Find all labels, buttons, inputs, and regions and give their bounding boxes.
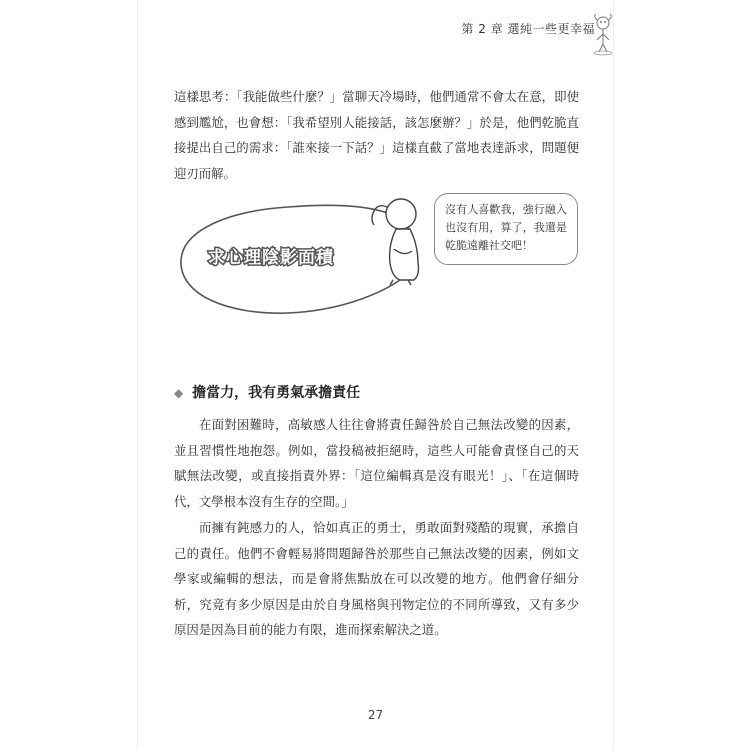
diamond-bullet-icon: ◆ xyxy=(174,386,184,400)
speech-bubble: 沒有人喜歡我，強行融入也沒有用，算了，我還是乾脆遠離社交吧！ xyxy=(434,193,578,265)
paragraph-resilient: 而擁有鈍感力的人，恰如真正的勇士，勇敢面對殘酷的現實，承擔自己的責任。他們不會輕易將問題歸咎於那些自己無法改變的因素，例如文學家或編輯的想法，而是會將焦點放在可以改變的地方。他們會仔細分析，究竟有多少原因是由於自身風格與刊物定位的不同所導致，又有多少原因是因為目前的能力有限，進而探索解決之道。 xyxy=(174,520,579,637)
shadow-area-label: 求心理陰影面積 xyxy=(208,248,334,268)
page-number: 27 xyxy=(367,708,384,722)
chapter-number: 第 2 章 xyxy=(461,22,504,36)
section-heading xyxy=(174,382,360,402)
paragraph-sensitive: 在面對困難時，高敏感人往往會將責任歸咎於自己無法改變的因素，並且習慣性地抱怨。例如，當投稿被拒絕時，這些人可能會責怪自己的天賦無法改變，或直接指責外界：「這位編輯真是沒有眼光！」、「在這個時代，文學根本沒有生存的空間。」 xyxy=(174,417,579,509)
section-heading-text: 擔當力，我有勇氣承擔責任 xyxy=(192,385,361,401)
paragraph-intro: 這樣思考：「我能做些什麼？」當聊天冷場時，他們通常不會太在意，即使感到尷尬，也會想：「我希望別人能接話，該怎麼辦？」於是，他們乾脆直接提出自己的需求：「誰來接一下話？」這樣直截了當地表達訴求，問題便迎刃而解。 xyxy=(174,89,579,181)
chapter-doodle-icon xyxy=(591,14,619,56)
chapter-title: 選純一些更幸福 xyxy=(507,22,595,36)
running-header xyxy=(461,20,595,37)
book-page xyxy=(138,0,613,750)
